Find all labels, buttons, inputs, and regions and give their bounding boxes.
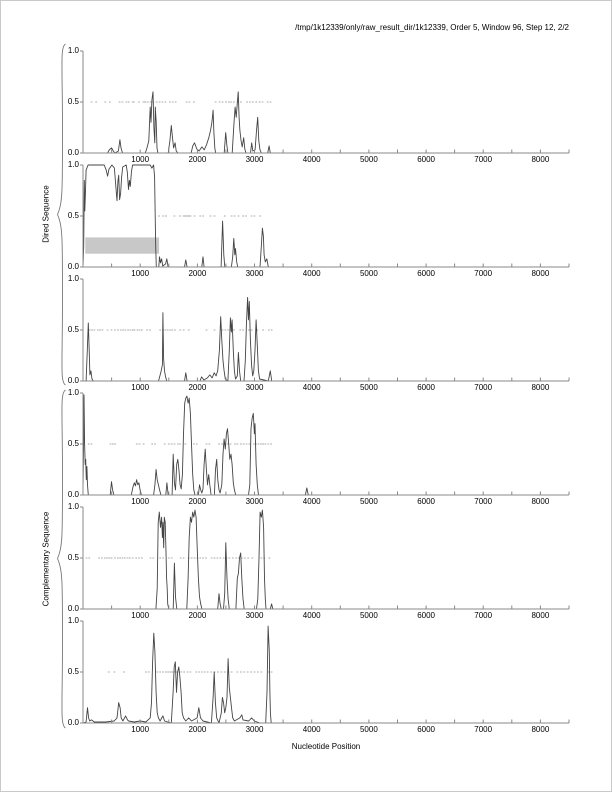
masked-region [85, 237, 159, 253]
x-tick-label: 2000 [188, 383, 207, 392]
direct-panel-2 [67, 160, 569, 278]
x-tick-label: 6000 [417, 611, 435, 620]
y-tick-label: 1.0 [67, 502, 79, 511]
direct-panel-3 [67, 274, 569, 392]
x-tick-label: 7000 [474, 725, 493, 734]
complementary-panel-2 [67, 502, 569, 620]
x-tick-label: 7000 [474, 611, 493, 620]
x-tick-label: 7000 [474, 383, 493, 392]
direct-panel-2-svg [83, 165, 569, 267]
axes [80, 393, 569, 495]
x-tick-label: 4000 [302, 611, 321, 620]
x-tick-label: 5000 [359, 383, 378, 392]
signal-curve [83, 92, 568, 153]
y-tick-label: 0.0 [67, 376, 79, 385]
y-tick-label: 0.0 [67, 718, 79, 727]
x-tick-label: 7000 [474, 155, 493, 164]
x-tick-label: 4000 [302, 383, 321, 392]
y-tick-label: 0.0 [67, 490, 79, 499]
x-tick-label: 6000 [417, 269, 435, 278]
x-tick-label: 2000 [188, 269, 207, 278]
y-tick-label: 0.5 [67, 325, 79, 334]
y-tick-label: 0.5 [67, 439, 79, 448]
x-tick-label: 8000 [531, 497, 550, 506]
x-tick-label: 3000 [245, 155, 264, 164]
complementary-panel-3-svg [83, 621, 569, 723]
x-tick-label: 1000 [131, 497, 150, 506]
x-tick-label: 1000 [131, 725, 150, 734]
x-tick-label: 5000 [359, 497, 378, 506]
x-tick-label: 5000 [359, 155, 378, 164]
page-title: /tmp/1k12339/only/raw_result_dir/1k12339, Order 5, Window 96, Step 12, 2/2 [295, 23, 569, 32]
x-tick-label: 6000 [417, 725, 435, 734]
complementary-panel-1 [67, 388, 569, 506]
x-tick-label: 2000 [188, 725, 207, 734]
y-tick-label: 1.0 [67, 160, 79, 169]
x-tick-label: 5000 [359, 725, 378, 734]
signal-curve [83, 510, 568, 609]
x-tick-label: 4000 [302, 155, 321, 164]
signal-curve [83, 297, 568, 381]
x-tick-label: 1000 [131, 383, 150, 392]
signal-curve [83, 165, 568, 267]
complementary-panel-2-svg [83, 507, 569, 609]
y-tick-label: 0.5 [67, 667, 79, 676]
x-tick-label: 1000 [131, 155, 150, 164]
complementary-panel-3 [67, 616, 569, 734]
x-tick-label: 3000 [245, 269, 264, 278]
y-tick-label: 0.0 [67, 148, 79, 157]
x-tick-label: 4000 [302, 725, 321, 734]
x-tick-label: 5000 [359, 269, 378, 278]
x-tick-label: 3000 [245, 725, 264, 734]
x-tick-label: 6000 [417, 497, 435, 506]
x-tick-label: 8000 [531, 383, 550, 392]
x-tick-label: 3000 [245, 611, 264, 620]
x-tick-label: 8000 [531, 155, 550, 164]
y-tick-label: 1.0 [67, 388, 79, 397]
x-tick-label: 2000 [188, 497, 207, 506]
x-axis-title: Nucleotide Position [291, 742, 361, 751]
y-tick-label: 0.0 [67, 262, 79, 271]
x-tick-label: 6000 [417, 383, 435, 392]
y-tick-label: 0.5 [67, 97, 79, 106]
signal-curve [83, 626, 568, 723]
x-tick-label: 2000 [188, 611, 207, 620]
axes [80, 279, 569, 381]
x-tick-label: 1000 [131, 611, 150, 620]
x-tick-label: 4000 [302, 497, 321, 506]
direct-panel-1-svg [83, 51, 569, 153]
y-tick-label: 0.5 [67, 211, 79, 220]
x-tick-label: 2000 [188, 155, 207, 164]
x-tick-label: 1000 [131, 269, 150, 278]
direct-sequence-label: Dired Sequence [41, 185, 51, 243]
x-tick-label: 8000 [531, 725, 550, 734]
complementary-sequence-label: Complementary Sequence [41, 511, 51, 607]
y-tick-label: 1.0 [67, 274, 79, 283]
x-tick-label: 3000 [245, 497, 264, 506]
x-tick-label: 5000 [359, 611, 378, 620]
x-tick-label: 8000 [531, 611, 550, 620]
y-tick-label: 0.5 [67, 553, 79, 562]
x-tick-label: 6000 [417, 155, 435, 164]
x-tick-label: 7000 [474, 497, 493, 506]
x-tick-label: 4000 [302, 269, 321, 278]
signal-curve [83, 395, 568, 495]
y-tick-label: 0.0 [67, 604, 79, 613]
x-tick-label: 3000 [245, 383, 264, 392]
x-tick-label: 7000 [474, 269, 493, 278]
complementary-panel-1-svg [83, 393, 569, 495]
direct-panel-1 [67, 46, 569, 164]
x-tick-label: 8000 [531, 269, 550, 278]
y-tick-label: 1.0 [67, 46, 79, 55]
y-tick-label: 1.0 [67, 616, 79, 625]
direct-panel-3-svg [83, 279, 569, 381]
